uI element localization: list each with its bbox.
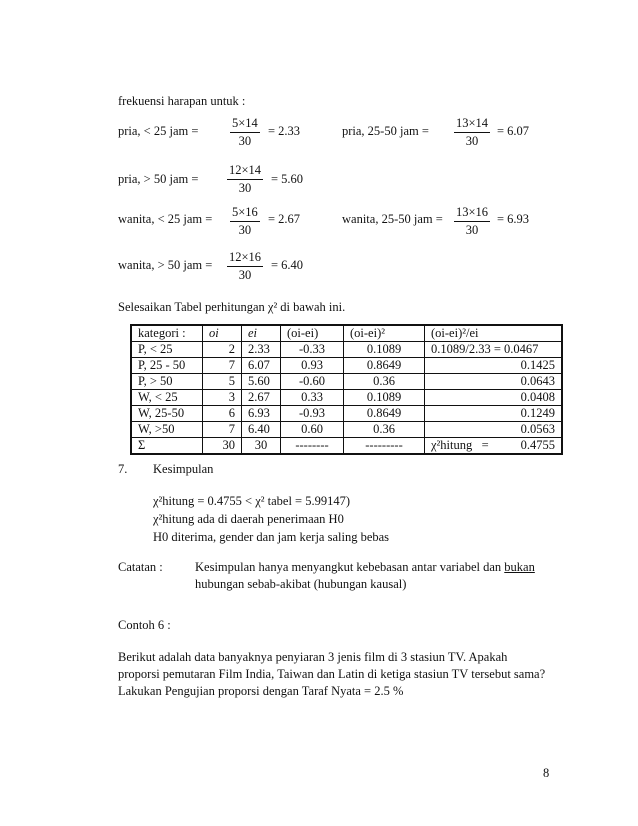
fraction-denominator: 30 [238, 268, 252, 282]
cell-ei: 2.33 [242, 342, 281, 358]
cell-ratio: 0.1425 [425, 358, 563, 374]
example-title: Contoh 6 : [118, 618, 171, 632]
cell-ratio: 0.0643 [425, 374, 563, 390]
cell-kategori: P, 25 - 50 [131, 358, 203, 374]
header-ei: ei [242, 325, 281, 342]
note-line-1: Kesimpulan hanya menyangkut kebebasan antar variabel dan bukan [195, 560, 535, 574]
cell-sq: 0.8649 [344, 358, 425, 374]
cell-total-sq: --------- [344, 438, 425, 455]
fraction-denominator: 30 [238, 223, 252, 237]
cell-ei: 6.93 [242, 406, 281, 422]
cell-ei: 6.07 [242, 358, 281, 374]
expected-result-wanita-gt50: = 6.40 [271, 258, 304, 272]
table-total-row [131, 438, 562, 455]
expected-label-pria-gt50: pria, > 50 jam = [118, 172, 199, 186]
fraction-numerator: 13×14 [456, 116, 489, 130]
expected-result-wanita-lt25: = 2.67 [268, 212, 301, 226]
cell-diff: -0.60 [281, 374, 344, 390]
fraction-denominator: 30 [238, 181, 252, 195]
cell-oi: 6 [203, 406, 242, 422]
conclusion-line-1: χ²hitung = 0.4755 < χ² tabel = 5.99147) [153, 494, 351, 508]
cell-ei: 6.40 [242, 422, 281, 438]
expected-fraction-pria-25-50 [454, 116, 490, 149]
cell-kategori: W, < 25 [131, 390, 203, 406]
conclusion-line-3: H0 diterima, gender dan jam kerja saling bebas [153, 530, 390, 544]
cell-oi: 2 [203, 342, 242, 358]
cell-kategori: W, >50 [131, 422, 203, 438]
cell-sq: 0.36 [344, 374, 425, 390]
fraction-denominator: 30 [465, 223, 479, 237]
fraction-numerator: 13×16 [456, 205, 489, 219]
cell-sigma: Σ [131, 438, 203, 455]
expected-label-pria-25-50: pria, 25-50 jam = [342, 124, 429, 138]
note-underlined-word: bukan [504, 560, 535, 574]
table-row [131, 390, 562, 406]
example-line-3: Lakukan Pengujian proporsi dengan Taraf Nyata = 2.5 % [118, 684, 404, 698]
expected-fraction-wanita-gt50 [227, 250, 263, 283]
cell-chi-hitung: χ²hitung = 0.4755 [425, 438, 563, 455]
cell-ei: 5.60 [242, 374, 281, 390]
cell-kategori: P, < 25 [131, 342, 203, 358]
expected-fraction-wanita-lt25 [230, 205, 260, 238]
intro-label: frekuensi harapan untuk : [118, 94, 246, 108]
expected-fraction-pria-lt25 [230, 116, 260, 149]
cell-ratio: 0.0408 [425, 390, 563, 406]
cell-kategori: W, 25-50 [131, 406, 203, 422]
header-ratio: (oi-ei)²/ei [425, 325, 563, 342]
cell-ratio: 0.1089/2.33 = 0.0467 [425, 342, 563, 358]
expected-result-pria-lt25: = 2.33 [268, 124, 301, 138]
note-label: Catatan : [118, 560, 163, 574]
expected-result-pria-25-50: = 6.07 [497, 124, 530, 138]
expected-label-wanita-gt50: wanita, > 50 jam = [118, 258, 213, 272]
fraction-denominator: 30 [465, 134, 479, 148]
table-intro: Selesaikan Tabel perhitungan χ² di bawah ini. [118, 300, 346, 314]
cell-diff: 0.33 [281, 390, 344, 406]
table-header-row [131, 325, 562, 342]
table-row [131, 358, 562, 374]
conclusion-line-2: χ²hitung ada di daerah penerimaan H0 [153, 512, 344, 526]
expected-result-wanita-25-50: = 6.93 [497, 212, 530, 226]
cell-kategori: P, > 50 [131, 374, 203, 390]
cell-diff: 0.60 [281, 422, 344, 438]
expected-fraction-wanita-25-50 [454, 205, 490, 238]
header-diff: (oi-ei) [281, 325, 344, 342]
cell-total-ei: 30 [242, 438, 281, 455]
header-kategori: kategori : [131, 325, 203, 342]
table-row [131, 406, 562, 422]
expected-result-pria-gt50: = 5.60 [271, 172, 304, 186]
cell-diff: -0.93 [281, 406, 344, 422]
cell-oi: 7 [203, 422, 242, 438]
fraction-numerator: 12×14 [229, 163, 262, 177]
cell-oi: 3 [203, 390, 242, 406]
table-row [131, 422, 562, 438]
cell-sq: 0.1089 [344, 342, 425, 358]
cell-oi: 5 [203, 374, 242, 390]
header-oi: oi [203, 325, 242, 342]
expected-fraction-pria-gt50 [227, 163, 263, 196]
cell-diff: -0.33 [281, 342, 344, 358]
fraction-numerator: 5×16 [232, 205, 258, 219]
expected-label-wanita-lt25: wanita, < 25 jam = [118, 212, 213, 226]
fraction-numerator: 5×14 [232, 116, 258, 130]
cell-ratio: 0.0563 [425, 422, 563, 438]
section-number: 7. [118, 462, 128, 476]
fraction-numerator: 12×16 [229, 250, 262, 264]
cell-sq: 0.1089 [344, 390, 425, 406]
cell-sq: 0.8649 [344, 406, 425, 422]
table-row [131, 342, 562, 358]
fraction-denominator: 30 [238, 134, 252, 148]
chi-square-table [130, 324, 563, 455]
note-line-2: hubungan sebab-akibat (hubungan kausal) [195, 577, 407, 591]
header-sq: (oi-ei)² [344, 325, 425, 342]
cell-total-diff: -------- [281, 438, 344, 455]
table-row [131, 374, 562, 390]
cell-ei: 2.67 [242, 390, 281, 406]
expected-label-wanita-25-50: wanita, 25-50 jam = [342, 212, 443, 226]
cell-diff: 0.93 [281, 358, 344, 374]
section-title: Kesimpulan [153, 462, 214, 476]
cell-total-oi: 30 [203, 438, 242, 455]
example-line-1: Berikut adalah data banyaknya penyiaran 3 jenis film di 3 stasiun TV. Apakah [118, 650, 508, 664]
example-line-2: proporsi pemutaran Film India, Taiwan dan Latin di ketiga stasiun TV tersebut sama? [118, 667, 546, 681]
cell-ratio: 0.1249 [425, 406, 563, 422]
page-number: 8 [543, 766, 550, 780]
cell-sq: 0.36 [344, 422, 425, 438]
expected-label-pria-lt25: pria, < 25 jam = [118, 124, 199, 138]
cell-oi: 7 [203, 358, 242, 374]
